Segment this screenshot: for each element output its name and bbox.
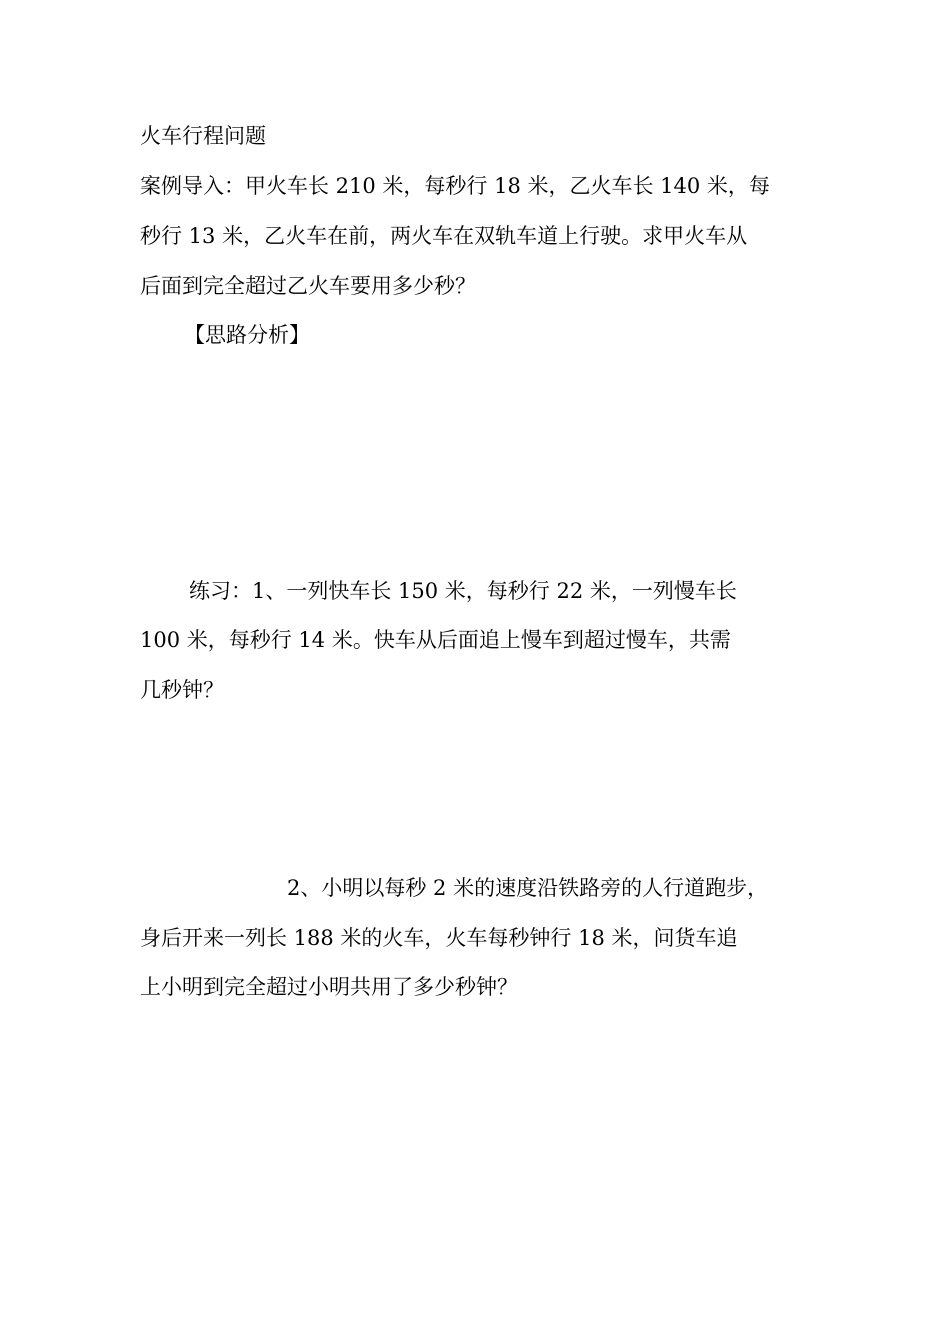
exercise2-line-2: 身后开来一列长 188 米的火车，火车每秒钟行 18 米，问货车追 — [140, 926, 738, 950]
example-line-1: 案例导入：甲火车长 210 米，每秒行 18 米，乙火车长 140 米，每 — [140, 174, 770, 198]
exercise1-line-3: 几秒钟？ — [140, 678, 224, 702]
analysis-heading: 【思路分析】 — [184, 323, 310, 347]
exercise1-line-2: 100 米，每秒行 14 米。快车从后面追上慢车到超过慢车，共需 — [140, 628, 731, 652]
exercise1-line-1: 练习：1、一列快车长 150 米，每秒行 22 米，一列慢车长 — [189, 579, 737, 603]
example-line-3: 后面到完全超过乙火车要用多少秒？ — [140, 274, 476, 298]
exercise2-line-3: 上小明到完全超过小明共用了多少秒钟？ — [140, 975, 518, 999]
document-title: 火车行程问题 — [140, 124, 266, 148]
exercise2-line-1: 2、小明以每秒 2 米的速度沿铁路旁的人行道跑步， — [287, 876, 769, 900]
example-line-2: 秒行 13 米，乙火车在前，两火车在双轨车道上行驶。求甲火车从 — [140, 224, 748, 248]
